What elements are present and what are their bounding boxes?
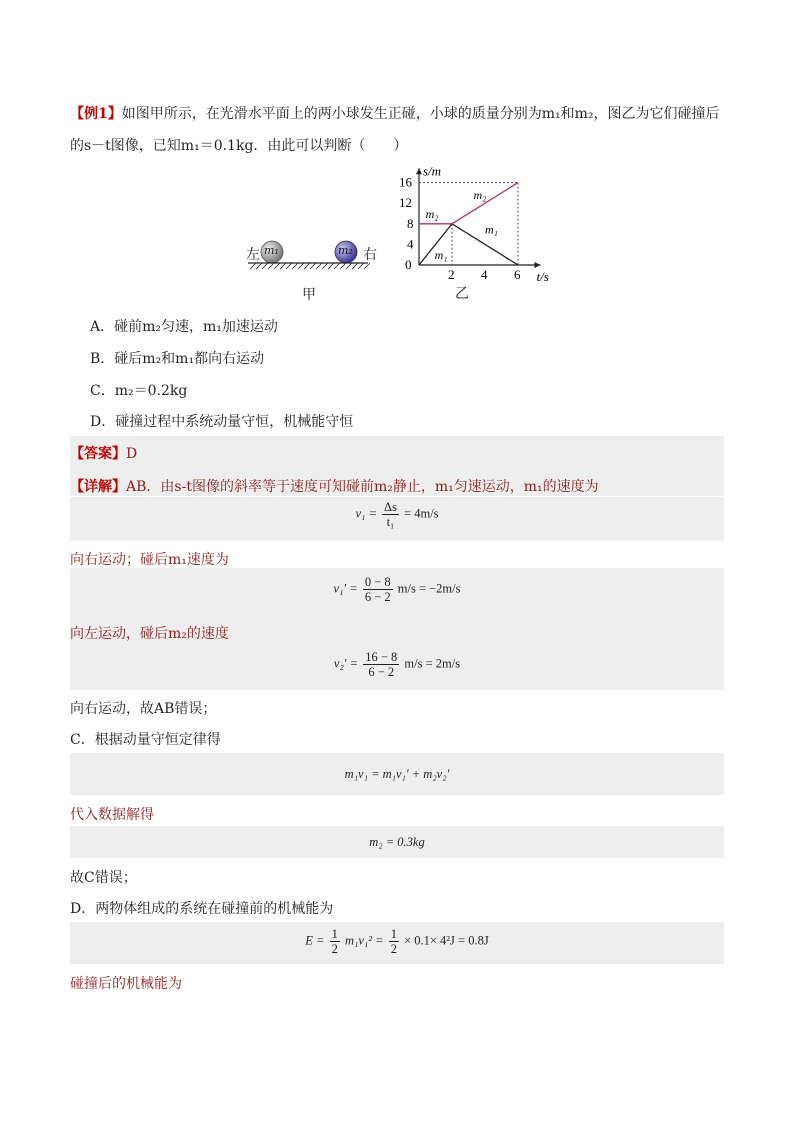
equation-6: E = $\frac{1}{2}$ m₁v₁² = $\frac{1}{2}$ × 0.1× 4²J = 0.8J: [305, 927, 489, 956]
detail-line-8: D．两物体组成的系统在碰撞前的机械能为: [70, 901, 334, 917]
answer-label: 【答案】: [70, 446, 126, 462]
question-line-2: 的s－t图像，已知m₁＝0.1kg．由此可以判断（ ）: [70, 138, 408, 154]
chart-svg: [395, 165, 560, 305]
question-line-1: 【例1】如图甲所示，在光滑水平面上的两小球发生正碰，小球的质量分别为m₁和m₂，图乙为它们碰撞后: [70, 106, 720, 122]
answer-value: D: [126, 446, 138, 462]
ball-m1-label: m₁: [264, 244, 279, 257]
x-tick-label: 2: [448, 267, 455, 282]
label-m2-before: m₂: [425, 206, 439, 221]
detail-line-7: 故C错误；: [70, 870, 137, 886]
x-tick-label: 4: [481, 267, 488, 282]
ball-m2-label: m₂: [338, 244, 353, 257]
option-b: B．碰后m₂和m₁都向右运动: [90, 351, 265, 367]
option-d: D．碰撞过程中系统动量守恒，机械能守恒: [90, 414, 354, 430]
figure-jia: [240, 235, 380, 305]
detail-line-2: 向右运动；碰后m₁速度为: [70, 552, 229, 568]
detail-line-6: 代入数据解得: [70, 807, 154, 823]
answer-line: [70, 443, 137, 463]
equation-2: v₁′ = $\frac{0 - 8}{6 - 2}$ m/s = −2m/s: [333, 575, 461, 604]
detail-line-3: 向左运动，碰后m₂的速度: [70, 626, 229, 642]
chart-yi: [395, 165, 560, 305]
label-left: 左: [246, 247, 260, 263]
y-axis-arrow: [416, 168, 422, 174]
y-tick-label: 8: [407, 215, 414, 231]
ground-hatch: [250, 263, 370, 269]
caption-jia: 甲: [302, 287, 316, 303]
y-tick-label: 12: [399, 195, 412, 211]
option-a: A．碰前m₂匀速，m₁加速运动: [90, 319, 278, 335]
question-tag: 【例1】: [70, 106, 122, 122]
y-tick-label: 16: [399, 174, 412, 190]
x-tick-label: 6: [514, 267, 521, 282]
caption-yi: 乙: [455, 286, 469, 302]
equation-4: m₁v₁ = m₁v₁′ + m₂v₂′: [344, 767, 450, 781]
label-m1-before: m₁: [434, 247, 448, 262]
y-axis-label: s/m: [423, 165, 442, 179]
equation-5: m₂ = 0.3kg: [369, 835, 425, 849]
detail-line-9: 碰撞后的机械能为: [70, 976, 182, 992]
y-tick-label: 4: [407, 236, 414, 252]
label-right: 右: [363, 247, 377, 263]
x-axis-arrow: [535, 262, 541, 268]
equation-3: v₂′ = $\frac{16 - 8}{6 - 2}$ m/s = 2m/s: [333, 650, 461, 679]
detail-line-1: 【详解】AB．由s-t图像的斜率等于速度可知碰前m₂静止，m₁匀速运动，m₁的速度为: [70, 479, 599, 495]
option-c: C．m₂＝0.2kg: [90, 383, 188, 399]
detail-line-4: 向右运动，故AB错误；: [70, 701, 217, 717]
origin-label: 0: [405, 257, 412, 272]
equation-1: v₁ = $\frac{\Delta s}{\text{t₁}}$ = 4m/s: [355, 500, 439, 529]
detail-label: 【详解】: [70, 479, 126, 495]
label-m1-after: m₁: [485, 222, 498, 237]
detail-line-5: C．根据动量守恒定律得: [70, 732, 221, 748]
label-m2-after: m₂: [473, 188, 487, 203]
x-axis-label: t/s: [536, 269, 549, 284]
